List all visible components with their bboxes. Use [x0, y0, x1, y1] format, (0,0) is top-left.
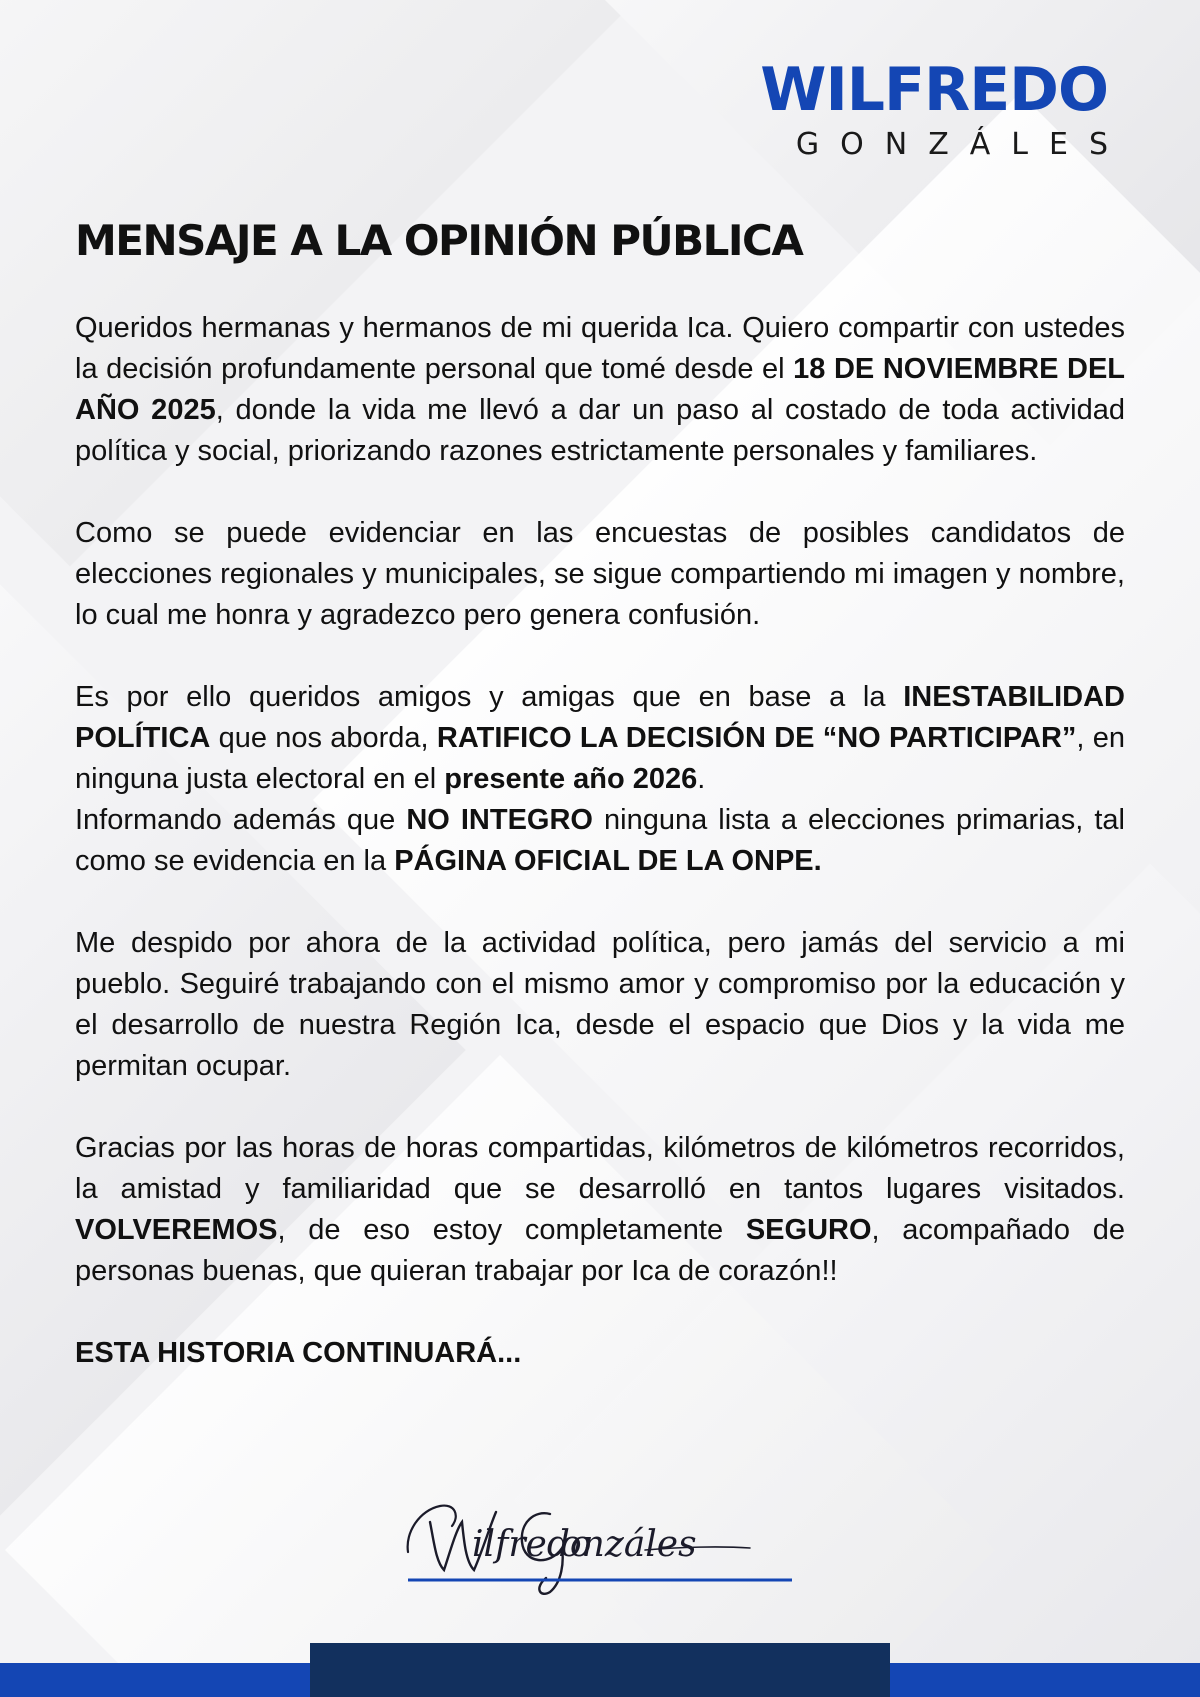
svg-text:ilfredo: ilfredo	[472, 1524, 592, 1565]
svg-text:onzáles: onzáles	[560, 1524, 697, 1565]
closing-line: ESTA HISTORIA CONTINUARÁ...	[75, 1337, 522, 1369]
paragraph-5: Me despido por ahora de la actividad política, pero jamás del servicio a mi pueblo. Seguiré trabajando con el mismo amor y compromiso por la educación y el desarrollo de nuestra Región Ica, desde el espacio que Dios y la vida me permitan ocupar.	[75, 927, 1125, 1082]
paragraph-6: Gracias por las horas de horas compartidas, kilómetros de kilómetros recorridos, la amistad y familiaridad que se desarrolló en tantos lugares visitados. VOLVEREMOS, de eso estoy completamente SEGURO, acompañado de personas buenas, que quieran trabajar por Ica de corazón!!	[75, 1132, 1125, 1287]
footer-navy-block	[310, 1643, 890, 1697]
handwritten-signature	[400, 1492, 800, 1602]
brand-first-name: WILFREDO	[760, 55, 1108, 125]
page-title: MENSAJE A LA OPINIÓN PÚBLICA	[75, 216, 803, 265]
letter-body	[75, 308, 1125, 1415]
brand-logo	[748, 55, 1129, 162]
paragraph-3: Es por ello queridos amigos y amigas que en base a la INESTABILIDAD POLÍTICA que nos aborda, RATIFICO LA DECISIÓN DE “NO PARTICIPAR”, en ninguna justa electoral en el presente año 2026.	[75, 681, 1125, 795]
paragraph-2: Como se puede evidenciar en las encuestas de posibles candidatos de elecciones regionales y municipales, se sigue compartiendo mi imagen y nombre, lo cual me honra y agradezco pero genera confusión.	[75, 517, 1125, 631]
paragraph-4: Informando además que NO INTEGRO ninguna lista a elecciones primarias, tal como se evidencia en la PÁGINA OFICIAL DE LA ONPE.	[75, 804, 1125, 877]
paragraph-1: Queridos hermanas y hermanos de mi querida Ica. Quiero compartir con ustedes la decisión profundamente personal que tomé desde el 18 DE NOVIEMBRE DEL AÑO 2025, donde la vida me llevó a dar un paso al costado de toda actividad política y social, priorizando razones estrictamente personales y familiares.	[75, 312, 1126, 467]
brand-last-name: GONZÁLES	[795, 127, 1129, 162]
